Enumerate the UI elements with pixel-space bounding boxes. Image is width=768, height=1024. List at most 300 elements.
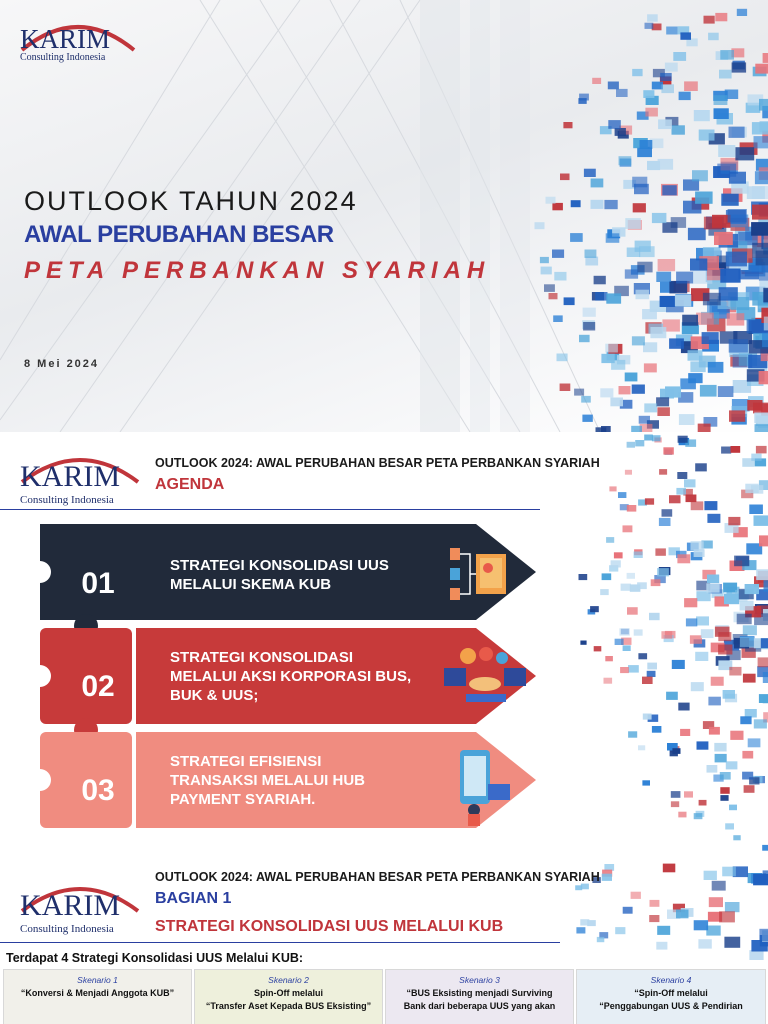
mosaic-tile bbox=[647, 663, 657, 670]
mosaic-tile bbox=[722, 867, 736, 877]
mosaic-tile bbox=[656, 272, 671, 282]
mosaic-tile bbox=[684, 791, 693, 797]
mosaic-tile bbox=[643, 90, 654, 98]
mosaic-tile bbox=[638, 653, 647, 659]
mosaic-tile bbox=[676, 910, 689, 919]
mosaic-tile bbox=[671, 791, 681, 798]
scenario-text-line-1: Spin-Off melalui bbox=[253, 988, 323, 998]
mosaic-tile bbox=[676, 272, 693, 284]
agenda-item-3-line-3: PAYMENT SYARIAH. bbox=[170, 791, 316, 808]
mosaic-tile bbox=[608, 120, 621, 129]
mosaic-tile bbox=[684, 598, 697, 607]
mosaic-tile bbox=[576, 927, 585, 933]
mosaic-tile bbox=[718, 145, 735, 157]
agenda-item-3-line-2: TRANSAKSI MELALUI HUB bbox=[170, 772, 365, 789]
mosaic-tile bbox=[652, 435, 661, 441]
mosaic-tile bbox=[721, 194, 738, 206]
mosaic-tile bbox=[587, 920, 596, 926]
mosaic-tile bbox=[752, 186, 768, 199]
mosaic-tile bbox=[623, 645, 631, 651]
mosaic-tile bbox=[591, 179, 604, 188]
mosaic-tile bbox=[695, 192, 713, 204]
mosaic-tile bbox=[544, 284, 555, 292]
mosaic-tile bbox=[752, 205, 768, 220]
mosaic-tile bbox=[632, 69, 642, 76]
mosaic-tile bbox=[623, 525, 633, 532]
mosaic-tile bbox=[729, 805, 737, 811]
mosaic-tile bbox=[731, 446, 741, 453]
mosaic-tile bbox=[740, 637, 754, 647]
mosaic-tile bbox=[658, 159, 674, 170]
mosaic-tile bbox=[704, 16, 715, 24]
scenario-card-1 bbox=[3, 969, 192, 1024]
agenda-item-1-text bbox=[170, 556, 389, 594]
mosaic-tile bbox=[658, 119, 672, 129]
scenario-card-4 bbox=[576, 969, 766, 1024]
mosaic-tile bbox=[632, 336, 645, 345]
mosaic-tile bbox=[703, 293, 721, 306]
mosaic-tile bbox=[602, 874, 612, 881]
mosaic-tile bbox=[695, 652, 708, 661]
mosaic-tile bbox=[755, 424, 768, 432]
mosaic-tile bbox=[645, 498, 654, 504]
mosaic-tile bbox=[645, 108, 658, 117]
mosaic-tile bbox=[672, 125, 685, 134]
mosaic-tile bbox=[715, 627, 730, 637]
mosaic-tile bbox=[749, 505, 763, 515]
title-line-1: OUTLOOK TAHUN 2024 bbox=[24, 186, 358, 216]
mosaic-tile bbox=[728, 209, 747, 223]
mosaic-tile bbox=[688, 373, 702, 383]
mosaic-tile bbox=[694, 920, 708, 930]
section-title: AGENDA bbox=[155, 476, 225, 493]
mosaic-tile bbox=[742, 772, 753, 780]
mosaic-tile bbox=[571, 200, 581, 207]
mosaic-tile bbox=[601, 354, 614, 363]
mosaic-tile bbox=[564, 297, 575, 305]
scenario-label: Skenario 4 bbox=[650, 975, 692, 985]
mosaic-tile bbox=[609, 486, 616, 491]
mosaic-tile bbox=[604, 200, 617, 209]
mosaic-tile bbox=[583, 322, 595, 331]
mosaic-tile bbox=[643, 342, 657, 352]
mosaic-tile bbox=[639, 416, 650, 424]
logo-subtitle: Consulting Indonesia bbox=[20, 52, 106, 63]
mosaic-tile bbox=[745, 484, 758, 493]
mosaic-tile bbox=[745, 709, 757, 718]
mosaic-tile bbox=[627, 442, 635, 448]
mosaic-tile bbox=[634, 552, 643, 559]
mosaic-tile bbox=[552, 203, 563, 210]
mosaic-tile bbox=[735, 147, 754, 160]
mosaic-tile bbox=[651, 579, 661, 586]
header-divider bbox=[0, 942, 560, 943]
mosaic-tile bbox=[678, 703, 689, 711]
mosaic-tile bbox=[740, 601, 754, 611]
mosaic-tile bbox=[647, 14, 658, 21]
mosaic-tile bbox=[737, 614, 752, 625]
mosaic-tile bbox=[628, 665, 639, 673]
logo-subtitle: Consulting Indonesia bbox=[20, 494, 114, 506]
scenario-text-line-2: “Transfer Aset Kepada BUS Eksisting” bbox=[205, 1001, 372, 1011]
logo-subtitle: Consulting Indonesia bbox=[20, 923, 114, 935]
mosaic-tile bbox=[694, 549, 705, 557]
mosaic-tile bbox=[723, 690, 735, 699]
mosaic-tile bbox=[694, 813, 703, 819]
mosaic-tile bbox=[627, 573, 635, 579]
mosaic-tile bbox=[708, 697, 721, 706]
mosaic-tile bbox=[704, 501, 717, 510]
mosaic-tile bbox=[652, 726, 662, 733]
mosaic-tile bbox=[700, 385, 717, 397]
mosaic-tile bbox=[691, 541, 704, 550]
corporate-action-icon bbox=[440, 644, 530, 714]
mosaic-tile bbox=[720, 787, 729, 794]
mosaic-tile bbox=[751, 454, 761, 461]
mosaic-tile bbox=[625, 218, 641, 229]
mosaic-tile bbox=[606, 233, 620, 243]
mosaic-tile bbox=[708, 33, 719, 41]
mosaic-tile bbox=[644, 435, 653, 441]
mosaic-tile bbox=[754, 413, 768, 424]
mosaic-tile bbox=[759, 371, 768, 384]
mosaic-tile bbox=[733, 835, 740, 840]
mosaic-tile bbox=[754, 136, 768, 148]
section-slide bbox=[0, 857, 768, 1024]
mosaic-tile bbox=[697, 741, 709, 749]
mosaic-tile bbox=[729, 127, 745, 138]
mosaic-tile bbox=[709, 897, 723, 907]
mosaic-tile bbox=[676, 488, 686, 495]
mosaic-tile bbox=[643, 714, 652, 720]
mosaic-tile bbox=[560, 174, 570, 181]
mosaic-tile bbox=[755, 64, 768, 74]
mosaic-tile bbox=[625, 269, 638, 278]
agenda-item-2-text bbox=[170, 648, 411, 705]
crescent-icon bbox=[142, 668, 162, 688]
mosaic-tile bbox=[554, 272, 566, 281]
mosaic-tile bbox=[751, 222, 768, 236]
mosaic-tile bbox=[671, 801, 679, 807]
mosaic-tile bbox=[657, 407, 670, 416]
mosaic-tile bbox=[754, 719, 767, 728]
mosaic-tile bbox=[619, 156, 632, 165]
mosaic-tile bbox=[644, 363, 657, 372]
mosaic-tile bbox=[718, 386, 734, 397]
mosaic-tile bbox=[707, 765, 718, 773]
mosaic-tile bbox=[570, 233, 583, 242]
mosaic-tile bbox=[666, 692, 678, 700]
mosaic-tile bbox=[690, 361, 705, 372]
mosaic-tile bbox=[721, 447, 731, 454]
mosaic-tile bbox=[574, 389, 584, 396]
mosaic-tile bbox=[647, 671, 656, 677]
mosaic-tile bbox=[688, 228, 706, 240]
karim-logo bbox=[18, 12, 138, 67]
mosaic-tile bbox=[715, 754, 727, 763]
mosaic-tile bbox=[684, 81, 698, 91]
mosaic-tile bbox=[549, 293, 558, 299]
mosaic-tile bbox=[762, 333, 768, 347]
mosaic-tile bbox=[726, 252, 747, 267]
mosaic-tile bbox=[585, 250, 597, 258]
mosaic-tile bbox=[634, 629, 643, 635]
mosaic-tile bbox=[652, 82, 663, 90]
agenda-item-3-text bbox=[170, 752, 365, 809]
scenario-intro: Terdapat 4 Strategi Konsolidasi UUS Melalui KUB: bbox=[6, 951, 304, 965]
mosaic-tile bbox=[661, 84, 674, 93]
mosaic-tile bbox=[694, 110, 710, 121]
mosaic-tile bbox=[605, 344, 618, 353]
agenda-item-2-line-3: BUK & UUS; bbox=[170, 687, 259, 704]
mosaic-tile bbox=[655, 548, 666, 555]
mosaic-tile bbox=[760, 121, 768, 132]
mosaic-tile bbox=[759, 535, 768, 546]
mosaic-tile bbox=[698, 424, 711, 432]
mosaic-tile bbox=[755, 171, 768, 184]
title-line-3: PETA PERBANKAN SYARIAH bbox=[24, 257, 491, 284]
mosaic-tile bbox=[656, 942, 667, 950]
mosaic-tile bbox=[615, 927, 625, 934]
logo-name: KARIM bbox=[20, 24, 111, 54]
mosaic-tile bbox=[563, 122, 572, 128]
mosaic-tile bbox=[715, 13, 727, 21]
mosaic-tile bbox=[585, 257, 598, 266]
agenda-number-3: 03 bbox=[81, 774, 115, 807]
mosaic-tile bbox=[719, 287, 738, 300]
mosaic-tile bbox=[714, 232, 733, 245]
scenario-card-3 bbox=[385, 969, 574, 1024]
mosaic-tile bbox=[756, 569, 768, 580]
mosaic-tile bbox=[740, 716, 751, 724]
mosaic-tile bbox=[720, 772, 731, 780]
mosaic-tile bbox=[602, 573, 612, 580]
mosaic-tile bbox=[650, 900, 660, 907]
agenda-item-1-line-1: STRATEGI KONSOLIDASI UUS bbox=[170, 557, 389, 574]
scenario-label: Skenario 1 bbox=[77, 975, 118, 985]
mosaic-tile bbox=[623, 907, 633, 914]
mosaic-tile bbox=[708, 362, 724, 373]
mosaic-tile bbox=[720, 269, 740, 283]
mosaic-tile bbox=[706, 926, 720, 936]
scenario-label: Skenario 2 bbox=[268, 975, 309, 985]
mosaic-tile bbox=[724, 594, 739, 605]
mosaic-tile bbox=[696, 313, 714, 325]
mosaic-tile bbox=[666, 27, 677, 35]
presentation-date: 8 Mei 2024 bbox=[24, 358, 100, 370]
mosaic-tile bbox=[560, 384, 571, 392]
slide-header: OUTLOOK 2024: AWAL PERUBAHAN BESAR PETA PERBANKAN SYARIAH bbox=[155, 456, 600, 470]
mosaic-tile bbox=[632, 177, 647, 188]
mosaic-tile bbox=[712, 881, 726, 891]
mosaic-tile bbox=[719, 70, 732, 79]
mosaic-tile bbox=[698, 939, 711, 948]
title-line-2: AWAL PERUBAHAN BESAR bbox=[24, 221, 334, 248]
part-label: BAGIAN 1 bbox=[155, 890, 232, 907]
mosaic-tile bbox=[754, 515, 768, 526]
mosaic-tile bbox=[642, 677, 653, 684]
mosaic-tile bbox=[645, 23, 654, 29]
mosaic-tile bbox=[707, 575, 719, 584]
mosaic-tile bbox=[610, 398, 623, 407]
mosaic-tile bbox=[608, 82, 619, 90]
mosaic-tile bbox=[541, 267, 552, 275]
mosaic-tile bbox=[619, 386, 631, 394]
mosaic-tile bbox=[662, 509, 673, 517]
crescent-icon bbox=[142, 772, 162, 792]
mosaic-tile bbox=[592, 78, 601, 84]
scenario-card-2 bbox=[194, 969, 383, 1024]
mosaic-tile bbox=[594, 276, 606, 285]
section-title: STRATEGI KONSOLIDASI UUS MELALUI KUB bbox=[155, 918, 504, 935]
mosaic-tile bbox=[657, 568, 669, 576]
mosaic-tile bbox=[706, 583, 719, 592]
mosaic-tile bbox=[557, 354, 568, 362]
mosaic-tile bbox=[632, 385, 645, 394]
mosaic-tile bbox=[552, 250, 564, 258]
mosaic-tile bbox=[665, 63, 678, 72]
mosaic-tile bbox=[744, 785, 755, 793]
mosaic-tile bbox=[535, 222, 545, 229]
mosaic-tile bbox=[753, 874, 768, 885]
mosaic-tile bbox=[616, 89, 628, 97]
mosaic-tile bbox=[615, 639, 624, 645]
mosaic-tile bbox=[546, 197, 556, 204]
mosaic-tile bbox=[763, 53, 768, 63]
mosaic-tile bbox=[718, 645, 732, 655]
agenda-number-2: 02 bbox=[81, 670, 115, 703]
mosaic-tile bbox=[540, 257, 549, 263]
mosaic-tile bbox=[691, 501, 704, 510]
mosaic-tile bbox=[762, 845, 768, 851]
mosaic-tile bbox=[615, 128, 626, 136]
mosaic-tile bbox=[748, 738, 761, 747]
mosaic-tile bbox=[745, 584, 759, 594]
agenda-item-2-line-1: STRATEGI KONSOLIDASI bbox=[170, 649, 354, 666]
agenda-number-1: 01 bbox=[81, 567, 115, 600]
karim-logo bbox=[18, 871, 140, 935]
mosaic-tile bbox=[614, 552, 623, 558]
mosaic-tile bbox=[724, 937, 740, 948]
mosaic-tile bbox=[682, 315, 698, 326]
mosaic-tile bbox=[591, 200, 604, 209]
mosaic-tile bbox=[725, 823, 734, 829]
mosaic-tile bbox=[642, 309, 657, 319]
mosaic-tile bbox=[583, 308, 596, 317]
mosaic-tile bbox=[652, 213, 667, 223]
mosaic-tile bbox=[730, 731, 743, 740]
mosaic-tile bbox=[732, 62, 747, 72]
scenario-label: Skenario 3 bbox=[459, 975, 500, 985]
mosaic-tile bbox=[729, 667, 741, 676]
mosaic-tile bbox=[690, 259, 707, 271]
mosaic-tile bbox=[727, 313, 745, 325]
mosaic-tile bbox=[637, 262, 652, 273]
mosaic-tile bbox=[627, 505, 637, 512]
mosaic-tile bbox=[764, 317, 768, 331]
document-flow-icon bbox=[444, 544, 514, 608]
mosaic-tile bbox=[640, 140, 653, 149]
mosaic-tile bbox=[638, 745, 645, 750]
mosaic-tile bbox=[663, 447, 673, 454]
mosaic-tile bbox=[665, 386, 681, 397]
mosaic-tile bbox=[720, 795, 728, 801]
mosaic-tile bbox=[680, 32, 691, 39]
mosaic-tile bbox=[761, 638, 768, 648]
mosaic-tile bbox=[684, 479, 696, 487]
mosaic-tile bbox=[725, 902, 740, 912]
mosaic-tile bbox=[672, 748, 680, 754]
mosaic-tile bbox=[661, 631, 672, 639]
mosaic-tile bbox=[763, 672, 768, 683]
scenario-text-line-1: “BUS Eksisting menjadi Surviving bbox=[406, 988, 553, 998]
mosaic-tile bbox=[627, 607, 638, 615]
mosaic-tile bbox=[642, 780, 650, 785]
mosaic-tile bbox=[756, 446, 767, 454]
mosaic-tile bbox=[656, 397, 669, 406]
mosaic-tile bbox=[690, 635, 702, 644]
mosaic-tile bbox=[633, 203, 646, 212]
mosaic-tile bbox=[759, 694, 768, 703]
scenario-text-line-1: “Spin-Off melalui bbox=[634, 988, 708, 998]
crescent-icon bbox=[142, 564, 162, 584]
mosaic-tile bbox=[581, 396, 591, 403]
mosaic-tile bbox=[707, 514, 720, 523]
mosaic-tile bbox=[714, 95, 728, 105]
mosaic-tile bbox=[636, 290, 650, 300]
mosaic-tile bbox=[675, 295, 691, 307]
mosaic-tile bbox=[714, 743, 726, 752]
mosaic-tile bbox=[743, 625, 757, 635]
mosaic-tile bbox=[605, 656, 613, 661]
mosaic-tile bbox=[679, 92, 691, 100]
mosaic-tile bbox=[604, 678, 613, 684]
mosaic-tile bbox=[600, 589, 609, 595]
logo-name: KARIM bbox=[20, 460, 121, 493]
mosaic-tile bbox=[627, 248, 641, 258]
mosaic-tile bbox=[600, 388, 613, 397]
mosaic-tile bbox=[729, 172, 746, 184]
mosaic-tile bbox=[595, 292, 607, 301]
karim-logo bbox=[18, 442, 140, 506]
mosaic-tile bbox=[671, 217, 686, 228]
mosaic-tile bbox=[734, 556, 749, 567]
mosaic-tile bbox=[677, 554, 690, 563]
scenario-text-line-1: “Konversi & Menjadi Anggota KUB” bbox=[20, 988, 175, 998]
mosaic-tile bbox=[696, 616, 709, 625]
mosaic-tile bbox=[650, 327, 666, 338]
mosaic-tile bbox=[747, 400, 762, 411]
mosaic-tile bbox=[597, 937, 605, 942]
mosaic-tile bbox=[742, 751, 753, 759]
slide-header: OUTLOOK 2024: AWAL PERUBAHAN BESAR PETA PERBANKAN SYARIAH bbox=[155, 870, 600, 884]
agenda-slide bbox=[0, 432, 768, 857]
mosaic-tile bbox=[582, 415, 592, 422]
mosaic-tile bbox=[714, 108, 729, 119]
mosaic-tile bbox=[619, 628, 629, 635]
mosaic-tile bbox=[625, 373, 638, 382]
mosaic-tile bbox=[711, 677, 724, 686]
mosaic-tile bbox=[702, 332, 719, 344]
scenario-text-line-2: Bank dari beberapa UUS yang akan bbox=[403, 1001, 556, 1011]
mosaic-tile bbox=[729, 339, 748, 352]
mosaic-tile bbox=[621, 584, 631, 591]
mobile-payment-icon bbox=[440, 748, 520, 828]
mosaic-tile bbox=[686, 618, 697, 626]
mosaic-tile bbox=[709, 727, 720, 735]
mosaic-tile bbox=[695, 463, 707, 471]
mosaic-tile bbox=[752, 243, 768, 258]
